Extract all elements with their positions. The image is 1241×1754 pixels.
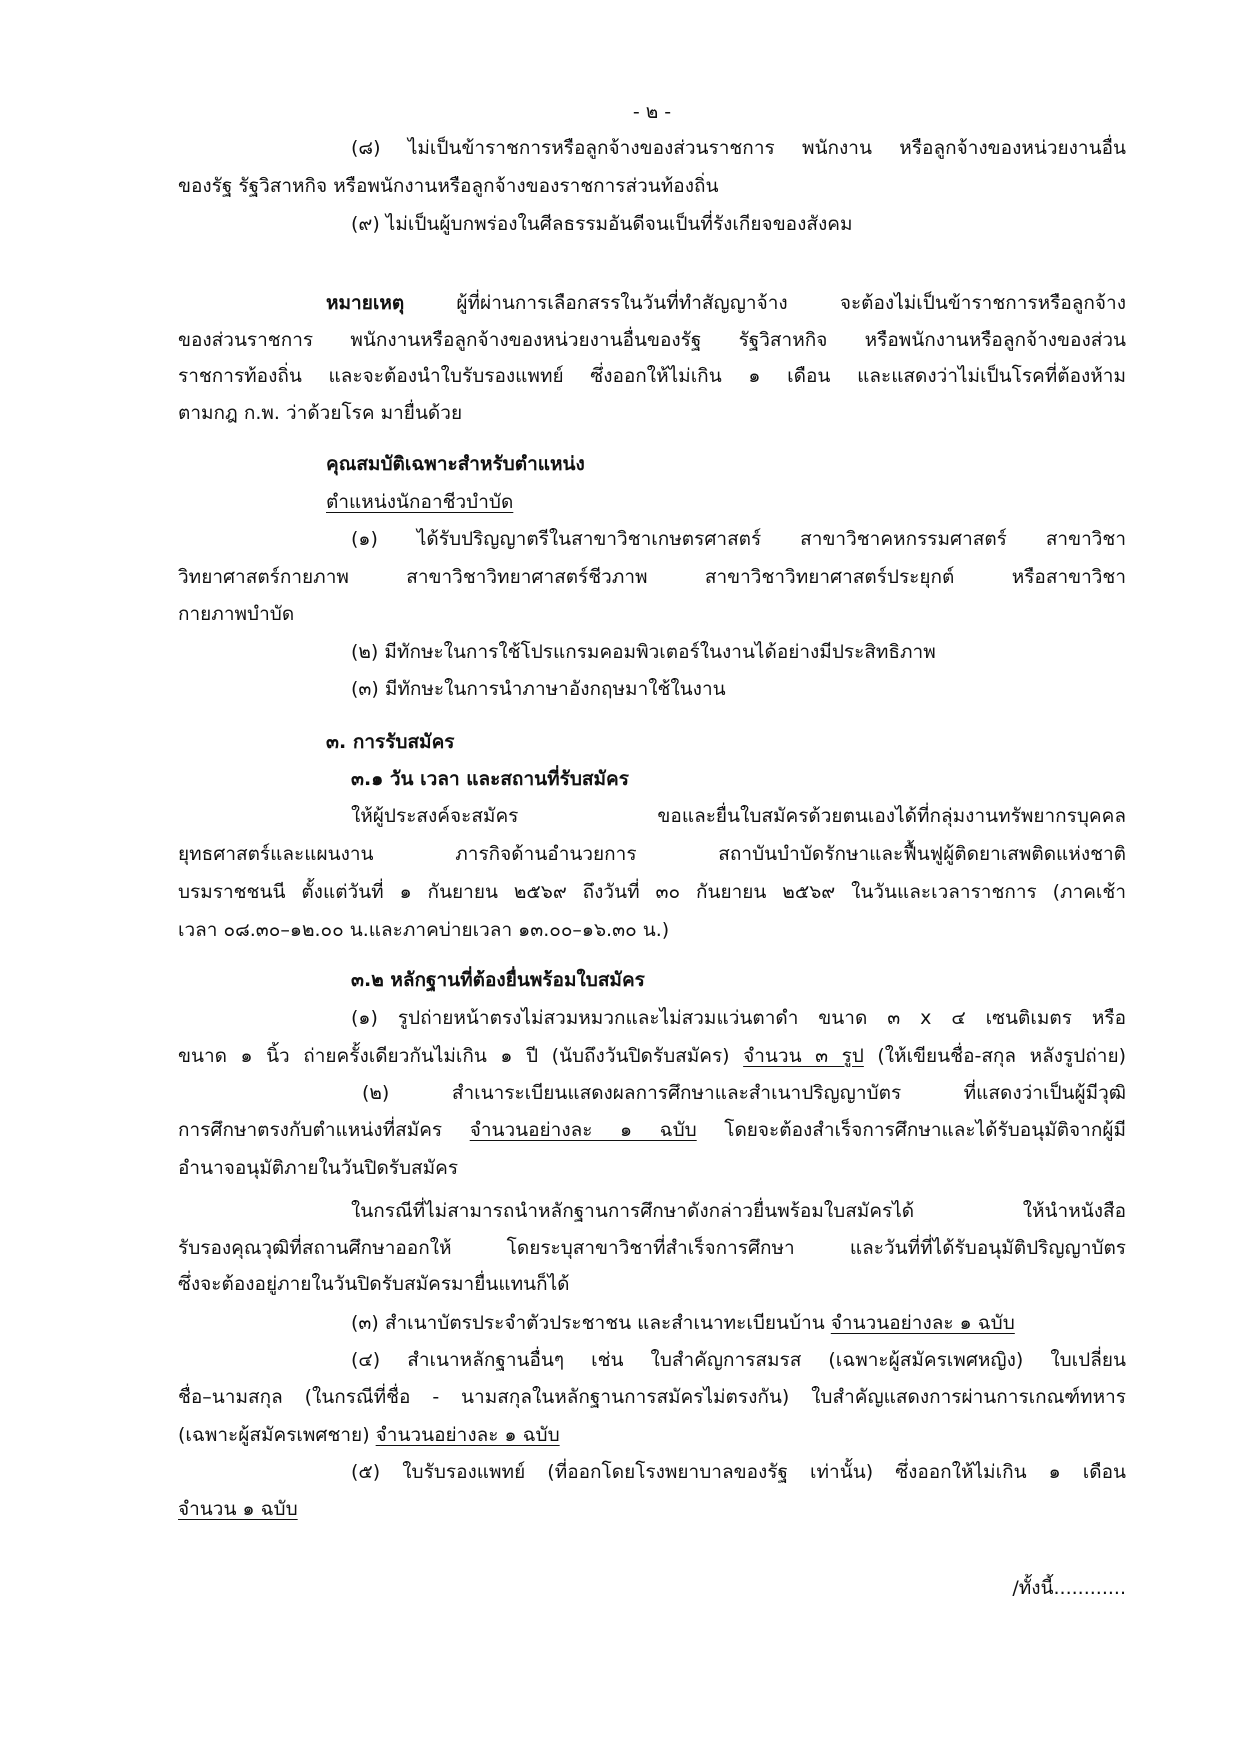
position-title-row <box>326 485 1126 519</box>
specific-item-2: (๒) มีทักษะในการใช้โปรแกรมคอมพิวเตอร์ในงานได้อย่างมีประสิทธิภาพ <box>351 641 936 663</box>
position-title: ตำแหน่งนักอาชีวบำบัด <box>326 491 514 513</box>
qualification-item-8-line-2: ของรัฐ รัฐวิสาหกิจ หรือพนักงานหรือลูกจ้างของราชการส่วนท้องถิ่น <box>178 175 719 197</box>
document-item-2-text: การศึกษาตรงกับตำแหน่งที่สมัคร <box>178 1119 470 1141</box>
qualification-item-8-line-1: (๘) ไม่เป็นข้าราชการหรือลูกจ้างของส่วนราชการ พนักงาน หรือลูกจ้างของหน่วยงานอื่น <box>351 137 1126 159</box>
section-3-2-heading: ๓.๒ หลักฐานที่ต้องยื่นพร้อมใบสมัคร <box>351 969 645 991</box>
specific-item-1-line-1: (๑) ได้รับปริญญาตรีในสาขาวิชาเกษตรศาสตร์ สาขาวิชาคหกรรมศาสตร์ สาขาวิชา <box>351 528 1126 550</box>
section-3-1-line-3: บรมราชชนนี ตั้งแต่วันที่ ๑ กันยายน ๒๕๖๙ ถึงวันที่ ๓๐ กันยายน ๒๕๖๙ ในวันและเวลาราชการ (ภาคเช้า <box>178 881 1126 903</box>
remark-line-2: ของส่วนราชการ พนักงานหรือลูกจ้างของหน่วยงานอื่นของรัฐ รัฐวิสาหกิจ หรือพนักงานหรือลูกจ้างของส่วน <box>178 329 1126 351</box>
section-3-1-heading: ๓.๑ วัน เวลา และสถานที่รับสมัคร <box>351 768 629 790</box>
specific-qualifications-heading: คุณสมบัติเฉพาะสำหรับตำแหน่ง <box>326 453 585 475</box>
document-item-2-quantity: จำนวนอย่างละ ๑ ฉบับ <box>469 1119 697 1141</box>
section-3-1-line-1: ให้ผู้ประสงค์จะสมัคร ขอและยื่นใบสมัครด้วยตนเองได้ที่กลุ่มงานทรัพยากรบุคคล <box>351 805 1126 827</box>
remark-line-4: ตามกฎ ก.พ. ว่าด้วยโรค มายื่นด้วย <box>178 402 463 424</box>
document-item-1-line-2 <box>178 1039 1126 1073</box>
document-item-3-quantity: จำนวนอย่างละ ๑ ฉบับ <box>830 1312 1015 1334</box>
document-item-5-line-1: (๕) ใบรับรองแพทย์ (ที่ออกโดยโรงพยาบาลของรัฐ เท่านั้น) ซึ่งออกให้ไม่เกิน ๑ เดือน <box>351 1461 1126 1483</box>
section-3-1-line-2: ยุทธศาสตร์และแผนงาน ภารกิจด้านอำนวยการ สถาบันบำบัดรักษาและฟื้นฟูผู้ติดยาเสพติดแห่งชาติ <box>178 843 1126 865</box>
remark-label: หมายเหตุ <box>326 292 405 314</box>
remark-line-3: ราชการท้องถิ่น และจะต้องนำใบรับรองแพทย์ ซึ่งออกให้ไม่เกิน ๑ เดือน และแสดงว่าไม่เป็นโรคที่ต้องห้าม <box>178 365 1126 387</box>
document-item-2-text-after: โดยจะต้องสำเร็จการศึกษาและได้รับอนุมัติจากผู้มี <box>696 1119 1127 1141</box>
document-item-3 <box>351 1306 1126 1340</box>
document-item-2-line-2 <box>178 1113 1126 1147</box>
document-item-1-quantity: จำนวน ๓ รูป <box>743 1045 864 1067</box>
document-item-1-text: ขนาด ๑ นิ้ว ถ่ายครั้งเดียวกันไม่เกิน ๑ ปี (นับถึงวันปิดรับสมัคร) <box>178 1045 744 1067</box>
qualification-item-9: (๙) ไม่เป็นผู้บกพร่องในศีลธรรมอันดีจนเป็นที่รังเกียจของสังคม <box>351 213 853 235</box>
document-item-2-note-line-1: ในกรณีที่ไม่สามารถนำหลักฐานการศึกษาดังกล่าวยื่นพร้อมใบสมัครได้ ให้นำหนังสือ <box>351 1200 1126 1222</box>
document-item-4-text: (เฉพาะผู้สมัครเพศชาย) <box>178 1424 376 1446</box>
section-3-heading: ๓. การรับสมัคร <box>326 731 455 753</box>
continuation-marker: /ทั้งนี้............ <box>1012 1577 1126 1599</box>
document-item-5-quantity: จำนวน ๑ ฉบับ <box>178 1498 298 1520</box>
specific-item-3: (๓) มีทักษะในการนำภาษาอังกฤษมาใช้ในงาน <box>351 678 726 700</box>
document-item-2-note-line-3: ซึ่งจะต้องอยู่ภายในวันปิดรับสมัครมายื่นแทนก็ได้ <box>178 1273 570 1295</box>
section-3-1-line-4: เวลา ๐๘.๓๐–๑๒.๐๐ น.และภาคบ่ายเวลา ๑๓.๐๐–๑๖.๓๐ น.) <box>178 919 670 941</box>
page-number: - ๒ - <box>632 101 672 123</box>
remark-text: ผู้ที่ผ่านการเลือกสรรในวันที่ทำสัญญาจ้าง จะต้องไม่เป็นข้าราชการหรือลูกจ้าง <box>404 292 1126 314</box>
document-item-1-line-1: (๑) รูปถ่ายหน้าตรงไม่สวมหมวกและไม่สวมแว่นตาดำ ขนาด ๓ x ๔ เซนติเมตร หรือ <box>351 1007 1126 1029</box>
specific-item-1-line-2: วิทยาศาสตร์กายภาพ สาขาวิชาวิทยาศาสตร์ชีวภาพ สาขาวิชาวิทยาศาสตร์ประยุกต์ หรือสาขาวิชา <box>178 566 1126 588</box>
document-item-3-text: (๓) สำเนาบัตรประจำตัวประชาชน และสำเนาทะเบียนบ้าน <box>351 1312 831 1334</box>
document-item-4-line-1: (๔) สำเนาหลักฐานอื่นๆ เช่น ใบสำคัญการสมรส (เฉพาะผู้สมัครเพศหญิง) ใบเปลี่ยน <box>351 1349 1126 1371</box>
document-item-4-quantity: จำนวนอย่างละ ๑ ฉบับ <box>375 1424 560 1446</box>
document-item-5-line-2 <box>178 1492 1126 1526</box>
document-item-2-note-line-2: รับรองคุณวุฒิที่สถานศึกษาออกให้ โดยระบุสาขาวิชาที่สำเร็จการศึกษา และวันที่ที่ได้รับอนุมัติปริญญาบัตร <box>178 1237 1126 1259</box>
document-item-1-note: (ให้เขียนชื่อ-สกุล หลังรูปถ่าย) <box>863 1045 1127 1067</box>
document-item-2-line-1: (๒) สำเนาระเบียนแสดงผลการศึกษาและสำเนาปริญญาบัตร ที่แสดงว่าเป็นผู้มีวุฒิ <box>362 1082 1126 1104</box>
document-item-4-line-3 <box>178 1418 1126 1452</box>
specific-item-1-line-3: กายภาพบำบัด <box>178 603 295 625</box>
document-item-2-line-3: อำนาจอนุมัติภายในวันปิดรับสมัคร <box>178 1157 459 1179</box>
document-item-4-line-2: ชื่อ–นามสกุล (ในกรณีที่ชื่อ - นามสกุลในหลักฐานการสมัครไม่ตรงกัน) ใบสำคัญแสดงการผ่านการเกณฑ์ทหาร <box>178 1386 1126 1408</box>
remark-line-1 <box>326 286 1126 320</box>
